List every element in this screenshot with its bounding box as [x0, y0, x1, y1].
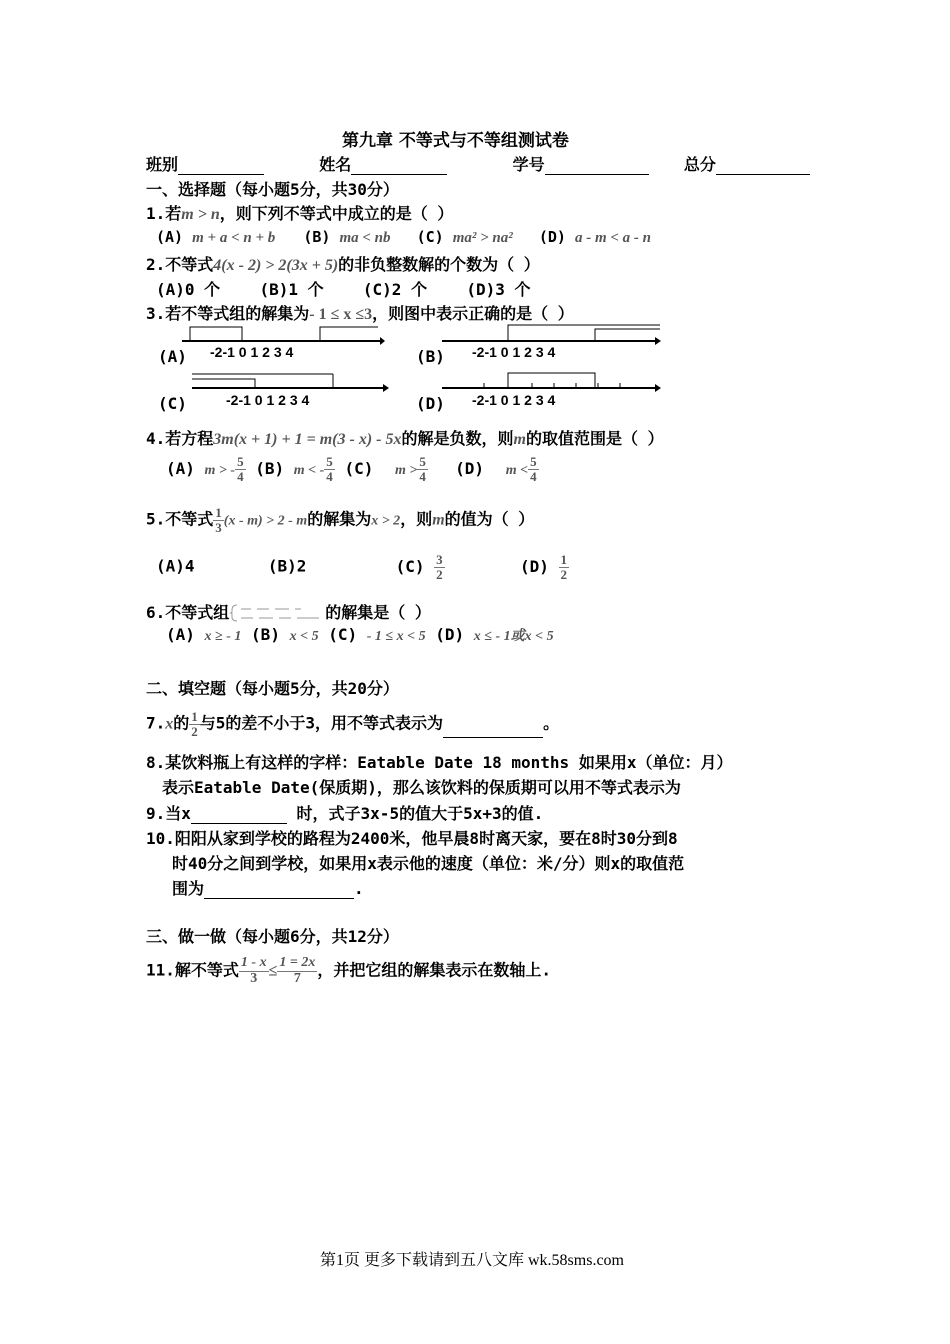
- q5-option-c[interactable]: (C) $\frac{3}{2}$: [395, 552, 443, 582]
- q1-stem: 1.若m > n，则下列不等式中成立的是（ ）: [146, 204, 454, 223]
- number-line-d-ticks: -2-1 0 1 2 3 4: [472, 392, 556, 408]
- q4-options: [166, 455, 539, 483]
- section2-title: 二、填空题（每小题5分，共20分）: [146, 679, 399, 698]
- number-line-b-ticks: -2-1 0 1 2 3 4: [472, 344, 556, 360]
- q7-answer-field[interactable]: [443, 721, 543, 738]
- q5-option-b[interactable]: (B)2: [267, 556, 307, 576]
- number-line-a-ticks: -2-1 0 1 2 3 4: [210, 344, 294, 360]
- id-label: 学号: [512, 155, 545, 174]
- q7: 7.x的 $\frac{1}{2}$ 与5的差不小于3，用不等式表示为 。: [146, 709, 560, 739]
- q1-option-b[interactable]: (B) ma < nb: [303, 228, 391, 246]
- q5-option-d[interactable]: (D) $\frac{1}{2}$: [519, 552, 567, 582]
- q3-stem: 3.若不等式组的解集为- 1 ≤ x ≤3，则图中表示正确的是（ ）: [146, 304, 574, 323]
- q4-option-a[interactable]: (A) m > - $\frac{5}{4}$: [166, 454, 244, 484]
- q9-answer-field[interactable]: [191, 807, 287, 824]
- class-field[interactable]: [178, 158, 264, 175]
- q1-options: [156, 228, 651, 247]
- q5-option-a[interactable]: (A)4: [156, 556, 195, 576]
- q10-line2: 时40分之间到学校，如果用x表示他的速度（单位：米/分）则x的取值范: [172, 854, 685, 873]
- q4-option-b[interactable]: (B) m < - $\frac{5}{4}$: [255, 454, 333, 484]
- class-label: 班别: [146, 155, 179, 174]
- q1-option-d[interactable]: (D) a - m < a - n: [538, 228, 652, 246]
- header-row: [146, 152, 810, 175]
- q8-line1: 8.某饮料瓶上有这样的字样：Eatable Date 18 months 如果用x（单位：月）: [146, 753, 733, 772]
- q3-option-d-label[interactable]: (D): [416, 394, 445, 413]
- q2-option-b[interactable]: (B)1 个: [259, 280, 324, 299]
- q3-option-b-label[interactable]: (B): [416, 347, 445, 366]
- q11: 11.解不等式 $\frac{1 - x}{3}$ ≤ $\frac{1 = 2x}{7}$ ，并把它组的解集表示在数轴上.: [146, 955, 551, 986]
- q4-stem: 4.若方程3m(x + 1) + 1 = m(3 - x) - 5x的解是负数，则m的取值范围是（ ）: [146, 429, 664, 448]
- score-field[interactable]: [716, 158, 810, 175]
- q6-option-b[interactable]: (B) x < 5: [251, 625, 319, 644]
- section3-title: 三、做一做（每小题6分，共12分）: [146, 927, 399, 946]
- q2-stem: 2.不等式4(x - 2) > 2(3x + 5)的非负整数解的个数为（ ）: [146, 255, 540, 274]
- q2-option-c[interactable]: (C)2 个: [362, 280, 428, 299]
- q6-option-a[interactable]: (A) x ≥ - 1: [166, 625, 242, 644]
- q3-option-c-label[interactable]: (C): [158, 394, 187, 413]
- q6-system-brace: [229, 605, 325, 623]
- number-line-d: [440, 370, 662, 410]
- q10-line3: 围为 .: [172, 879, 364, 898]
- q10-answer-field[interactable]: [204, 882, 354, 899]
- q1-option-c[interactable]: (C) ma² > na²: [416, 228, 513, 246]
- q10-line1: 10.阳阳从家到学校的路程为2400米，他早晨8时离天家，要在8时30分到8: [146, 829, 678, 848]
- number-line-c: [190, 370, 390, 410]
- q3-option-a-label[interactable]: (A): [158, 347, 187, 366]
- name-field[interactable]: [351, 158, 447, 175]
- q1-option-a[interactable]: (A) m + a < n + b: [156, 228, 276, 246]
- number-line-a: [180, 324, 385, 364]
- q4-option-c[interactable]: (C) m > $\frac{5}{4}$: [344, 454, 426, 484]
- q2-options: [156, 277, 531, 300]
- q5-stem: 5.不等式 $\frac{1}{3}$ (x - m) > 2 - m的解集为x > 2，则m的值为（ ）: [146, 505, 535, 535]
- q6-stem: 6.不等式组 的解集是（ ）: [146, 603, 431, 622]
- q9: 9.当x 时，式子3x-5的值大于5x+3的值.: [146, 804, 544, 823]
- q4-option-d[interactable]: (D) m < $\frac{5}{4}$: [455, 454, 537, 484]
- q2-option-d[interactable]: (D)3 个: [466, 280, 531, 299]
- page-footer: 第1页 更多下载请到五八文库 wk.58sms.com: [320, 1252, 625, 1269]
- section1-title: 一、选择题（每小题5分，共30分）: [146, 180, 399, 199]
- number-line-c-ticks: -2-1 0 1 2 3 4: [226, 392, 310, 408]
- q8-line2: 表示Eatable Date(保质期)，那么该饮料的保质期可以用不等式表示为: [162, 778, 681, 797]
- q5-options: [156, 553, 569, 581]
- q2-option-a[interactable]: (A)0 个: [156, 280, 221, 299]
- q6-option-d[interactable]: (D) x ≤ - 1或x < 5: [435, 625, 554, 644]
- name-label: 姓名: [319, 155, 352, 174]
- q6-options: [166, 625, 554, 645]
- number-line-b: [440, 322, 662, 362]
- page-title: 第九章 不等式与不等组测试卷: [342, 131, 569, 151]
- score-label: 总分: [683, 155, 716, 174]
- id-field[interactable]: [545, 158, 649, 175]
- q6-option-c[interactable]: (C) - 1 ≤ x < 5: [328, 625, 426, 644]
